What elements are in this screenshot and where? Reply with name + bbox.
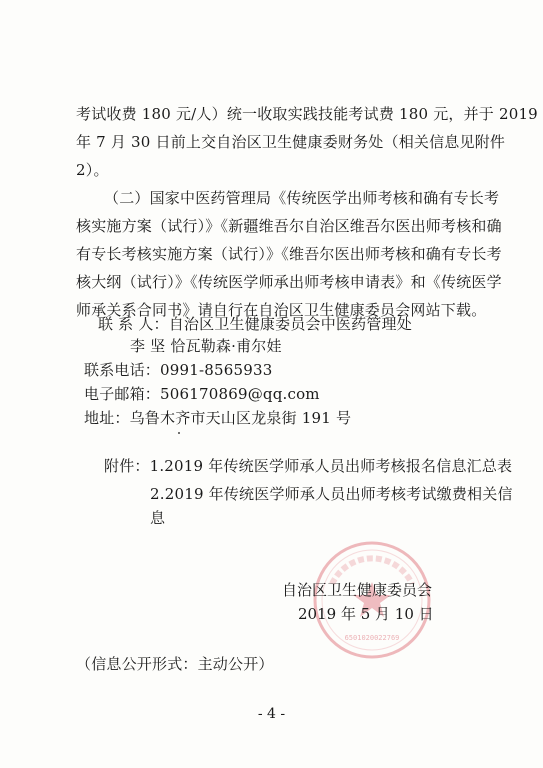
contact-person: 联 系 人：自治区卫生健康委员会中医药管理处 <box>98 315 412 333</box>
body-p1-line3: 2）。 <box>76 161 109 179</box>
body-p2-line2: 核实施方案（试行）》《新疆维吾尔自治区维吾尔医出师考核和确 <box>76 217 502 235</box>
body-p2-line3: 有专长考核实施方案（试行）》《维吾尔医出师考核和确有专长考 <box>76 245 502 263</box>
seal-code: 6501020022769 <box>344 634 400 642</box>
body-p2-line5: 师承关系合同书》请自行在自治区卫生健康委员会网站下载。 <box>76 301 487 319</box>
official-seal-icon <box>310 538 434 662</box>
attachment-2-cont: 息 <box>150 509 166 527</box>
signature-date: 2019 年 5 月 10 日 <box>298 605 434 623</box>
contact-names: 李 坚 恰瓦勒森·甫尔娃 <box>130 337 282 355</box>
body-p2-line1: （二）国家中医药管理局《传统医学出师考核和确有专长考 <box>104 189 500 207</box>
signature-org: 自治区卫生健康委员会 <box>282 581 433 599</box>
contact-email: 电子邮箱：506170869@qq.com <box>84 385 320 403</box>
page-number: - 4 - <box>257 706 286 722</box>
scan-mark <box>178 432 180 434</box>
attachment-1: 附件：1.2019 年传统医学师承人员出师考核报名信息汇总表 <box>104 457 513 475</box>
disclosure-note: （信息公开形式：主动公开） <box>76 655 274 673</box>
body-p2-line4: 核大纲（试行）》《传统医学师承出师考核申请表》和《传统医学 <box>76 273 502 291</box>
body-p1-line2: 年 7 月 30 日前上交自治区卫生健康委财务处（相关信息见附件 <box>76 133 506 151</box>
contact-address: 地址：乌鲁木齐市天山区龙泉街 191 号 <box>84 409 352 427</box>
contact-phone: 联系电话：0991-8565933 <box>84 361 273 379</box>
attachment-2: 2.2019 年传统医学师承人员出师考核考试缴费相关信 <box>150 485 513 503</box>
body-p1-line1: 考试收费 180 元/人）统一收取实践技能考试费 180 元，并于 2019 <box>76 105 538 123</box>
